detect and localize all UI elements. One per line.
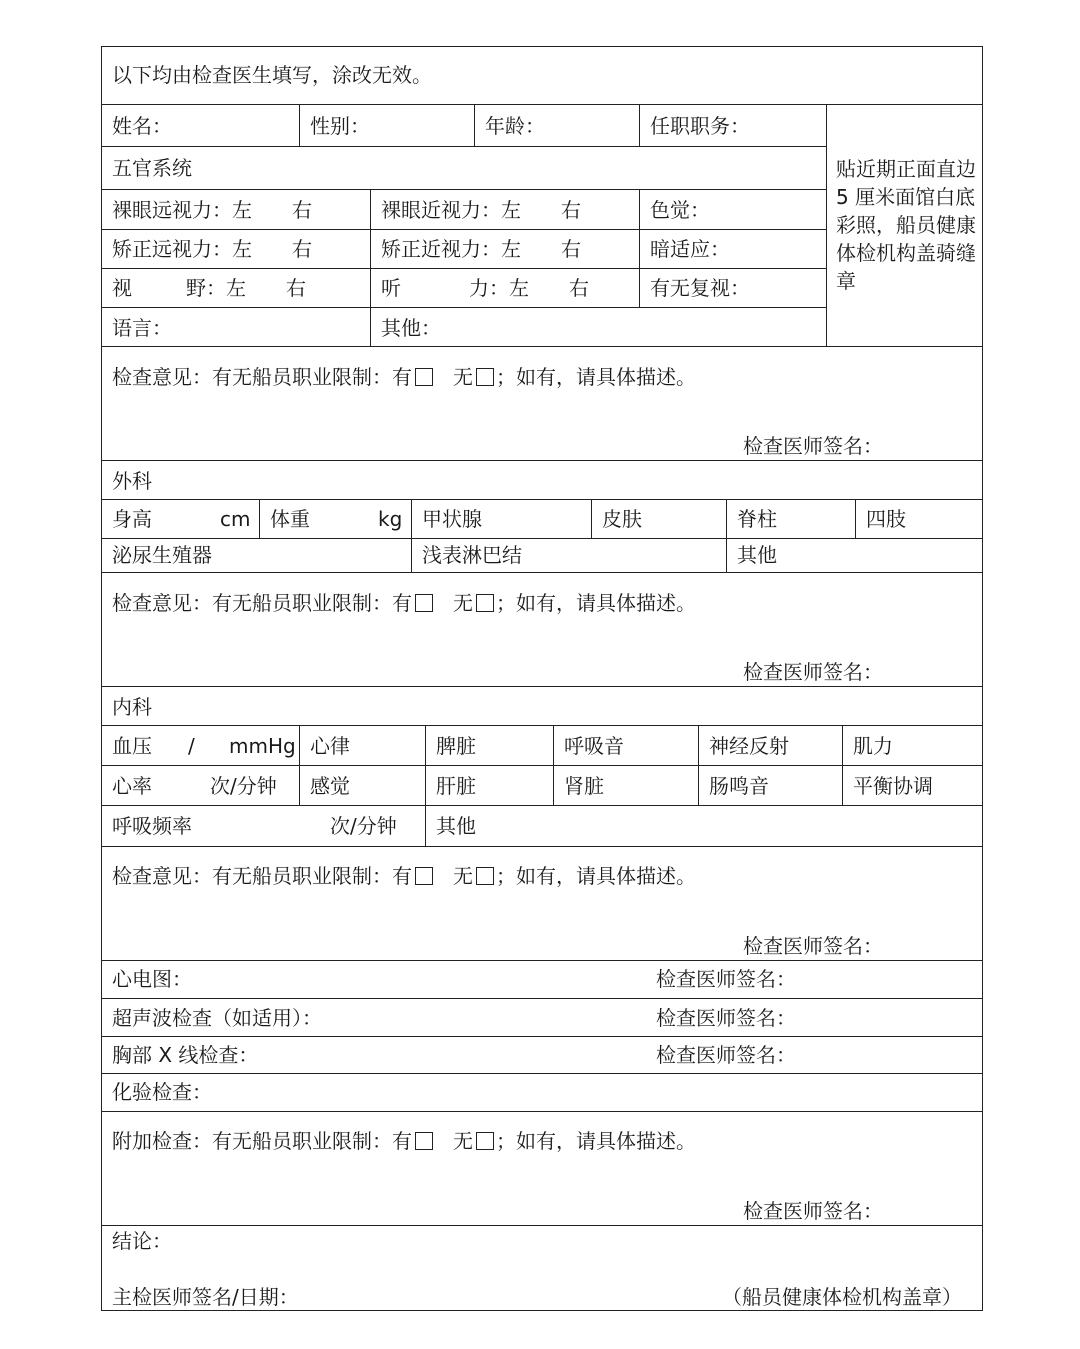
col-divider (370, 189, 371, 346)
restriction-no-checkbox[interactable] (476, 594, 494, 612)
col-divider (425, 725, 426, 846)
spleen-label: 脾脏 (436, 734, 476, 758)
naked-near-vision (381, 198, 581, 222)
heart-rhythm-label: 心律 (310, 734, 350, 758)
name-label: 姓名： (112, 114, 172, 138)
respiratory-rate-unit: 次/分钟 (330, 814, 397, 838)
right-eye-label: 右 (292, 237, 312, 261)
restriction-yes-checkbox[interactable] (415, 368, 433, 386)
heart-rate-unit: 次/分钟 (210, 774, 277, 798)
chief-doctor-signature: 主检医师签名/日期： (112, 1285, 299, 1309)
visual-field-label-a: 视 (112, 276, 132, 300)
liver-label: 肝脏 (436, 774, 476, 798)
ecg-doctor-signature: 检查医师签名： (656, 967, 796, 991)
col-divider (411, 538, 412, 572)
additional-doctor-signature: 检查医师签名： (743, 1199, 883, 1223)
breath-sound-label: 呼吸音 (564, 734, 624, 758)
col-divider (591, 499, 592, 538)
left-eye-label: 左 (501, 198, 521, 222)
corrected-near-vision (381, 237, 581, 261)
left-ear-label: 左 (509, 276, 529, 300)
bowel-sound-label: 肠鸣音 (709, 774, 769, 798)
row-divider (101, 725, 983, 726)
row-divider (101, 1036, 983, 1037)
photo-column-divider (826, 104, 827, 346)
row-divider (101, 104, 983, 105)
color-vision-label: 色觉： (650, 198, 710, 222)
corrected-far-vision (112, 237, 312, 261)
restriction-no-checkbox[interactable] (476, 368, 494, 386)
thyroid-label: 甲状腺 (422, 507, 482, 531)
restriction-yes-checkbox[interactable] (415, 594, 433, 612)
blood-pressure-separator: / (188, 734, 195, 758)
row-divider (101, 146, 826, 147)
col-divider (411, 499, 412, 538)
right-eye-label: 右 (561, 198, 581, 222)
row-divider (101, 846, 983, 847)
weight-unit: kg (378, 507, 403, 531)
row-divider (101, 572, 983, 573)
internal-other-label: 其他 (436, 814, 476, 838)
xray-doctor-signature: 检查医师签名： (656, 1043, 796, 1067)
ultrasound-label: 超声波检查（如适用）： (112, 1006, 322, 1030)
naked-far-vision (112, 198, 312, 222)
sensation-label: 感觉 (310, 774, 350, 798)
surgery-doctor-signature: 检查医师签名： (743, 660, 883, 684)
row-divider (101, 960, 983, 961)
left-eye-label: 左 (232, 198, 252, 222)
spine-label: 脊柱 (737, 507, 777, 531)
kidney-label: 肾脏 (564, 774, 604, 798)
internal-exam-opinion: 检查意见：有无船员职业限制：有 无 ；如有，请具体描述。 (112, 864, 696, 888)
gender-label: 性别： (310, 114, 370, 138)
blood-pressure-label: 血压 (112, 734, 152, 758)
col-divider (639, 104, 640, 146)
height-unit: cm (220, 507, 251, 531)
col-divider (259, 499, 260, 538)
respiratory-rate-label: 呼吸频率 (112, 814, 192, 838)
restriction-no-checkbox[interactable] (476, 1132, 494, 1150)
left-eye-label: 左 (226, 276, 246, 300)
naked-near-vision-label: 裸眼近视力： (381, 198, 501, 222)
col-divider (299, 104, 300, 146)
corrected-near-vision-label: 矫正近视力： (381, 237, 501, 261)
restriction-yes-checkbox[interactable] (415, 1132, 433, 1150)
skin-label: 皮肤 (602, 507, 642, 531)
blood-pressure-unit: mmHg (229, 734, 296, 758)
speech-label: 语言： (112, 316, 172, 340)
facial-section-title: 五官系统 (112, 156, 192, 180)
col-divider (855, 499, 856, 538)
dark-adaptation-label: 暗适应： (650, 237, 730, 261)
col-divider (726, 499, 727, 538)
row-divider (101, 307, 826, 308)
right-eye-label: 右 (286, 276, 306, 300)
visual-field (112, 276, 306, 300)
row-divider (101, 1225, 983, 1226)
corrected-far-vision-label: 矫正远视力： (112, 237, 232, 261)
institution-stamp-label: （船员健康体检机构盖章） (722, 1285, 962, 1309)
internal-section-title: 内科 (112, 695, 152, 719)
left-eye-label: 左 (501, 237, 521, 261)
row-divider (101, 538, 983, 539)
row-divider (101, 268, 826, 269)
facial-other-label: 其他： (381, 316, 441, 340)
left-eye-label: 左 (232, 237, 252, 261)
ultrasound-doctor-signature: 检查医师签名： (656, 1006, 796, 1030)
position-label: 任职职务： (650, 114, 750, 138)
col-divider (842, 725, 843, 805)
photo-instructions: 贴近期正面直边 5 厘米面馆白底彩照，船员健康体检机构盖骑缝章 (836, 157, 976, 293)
right-eye-label: 右 (561, 237, 581, 261)
facial-doctor-signature: 检查医师签名： (743, 434, 883, 458)
weight-label: 体重 (270, 507, 310, 531)
lymph-label: 浅表淋巴结 (422, 543, 522, 567)
row-divider (101, 499, 983, 500)
col-divider (474, 104, 475, 146)
row-divider (101, 998, 983, 999)
internal-doctor-signature: 检查医师签名： (743, 934, 883, 958)
restriction-yes-checkbox[interactable] (415, 867, 433, 885)
col-divider (726, 538, 727, 572)
hearing-label-b: 力： (469, 276, 509, 300)
col-divider (553, 725, 554, 805)
age-label: 年龄： (485, 114, 545, 138)
hearing (381, 276, 589, 300)
row-divider (101, 229, 826, 230)
col-divider (299, 725, 300, 805)
facial-exam-opinion: 检查意见：有无船员职业限制：有 无 ；如有，请具体描述。 (112, 365, 696, 389)
nerve-reflex-label: 神经反射 (709, 734, 789, 758)
hearing-label-a: 听 (381, 276, 401, 300)
balance-label: 平衡协调 (853, 774, 933, 798)
surgery-section-title: 外科 (112, 469, 152, 493)
row-divider (101, 460, 983, 461)
additional-exam-opinion: 附加检查：有无船员职业限制：有 无 ；如有，请具体描述。 (112, 1129, 696, 1153)
row-divider (101, 765, 983, 766)
restriction-no-checkbox[interactable] (476, 867, 494, 885)
row-divider (101, 1073, 983, 1074)
muscle-strength-label: 肌力 (853, 734, 893, 758)
form-notice: 以下均由检查医生填写，涂改无效。 (112, 63, 432, 87)
height-label: 身高 (112, 507, 152, 531)
surgery-exam-opinion: 检查意见：有无船员职业限制：有 无 ；如有，请具体描述。 (112, 591, 696, 615)
chest-xray-label: 胸部 X 线检查： (112, 1043, 259, 1067)
col-divider (698, 725, 699, 805)
naked-far-vision-label: 裸眼远视力： (112, 198, 232, 222)
right-eye-label: 右 (292, 198, 312, 222)
surgery-other-label: 其他 (737, 543, 777, 567)
right-ear-label: 右 (569, 276, 589, 300)
diplopia-label: 有无复视： (650, 276, 750, 300)
row-divider (101, 686, 983, 687)
col-divider (639, 189, 640, 307)
ecg-label: 心电图： (112, 967, 192, 991)
row-divider (101, 805, 983, 806)
visual-field-label-b: 野： (186, 276, 226, 300)
conclusion-label: 结论： (112, 1229, 172, 1253)
row-divider (101, 1111, 983, 1112)
urogenital-label: 泌尿生殖器 (112, 543, 212, 567)
row-divider (101, 189, 826, 190)
heart-rate-label: 心率 (112, 774, 152, 798)
limbs-label: 四肢 (866, 507, 906, 531)
lab-test-label: 化验检查： (112, 1080, 212, 1104)
row-divider (101, 346, 983, 347)
